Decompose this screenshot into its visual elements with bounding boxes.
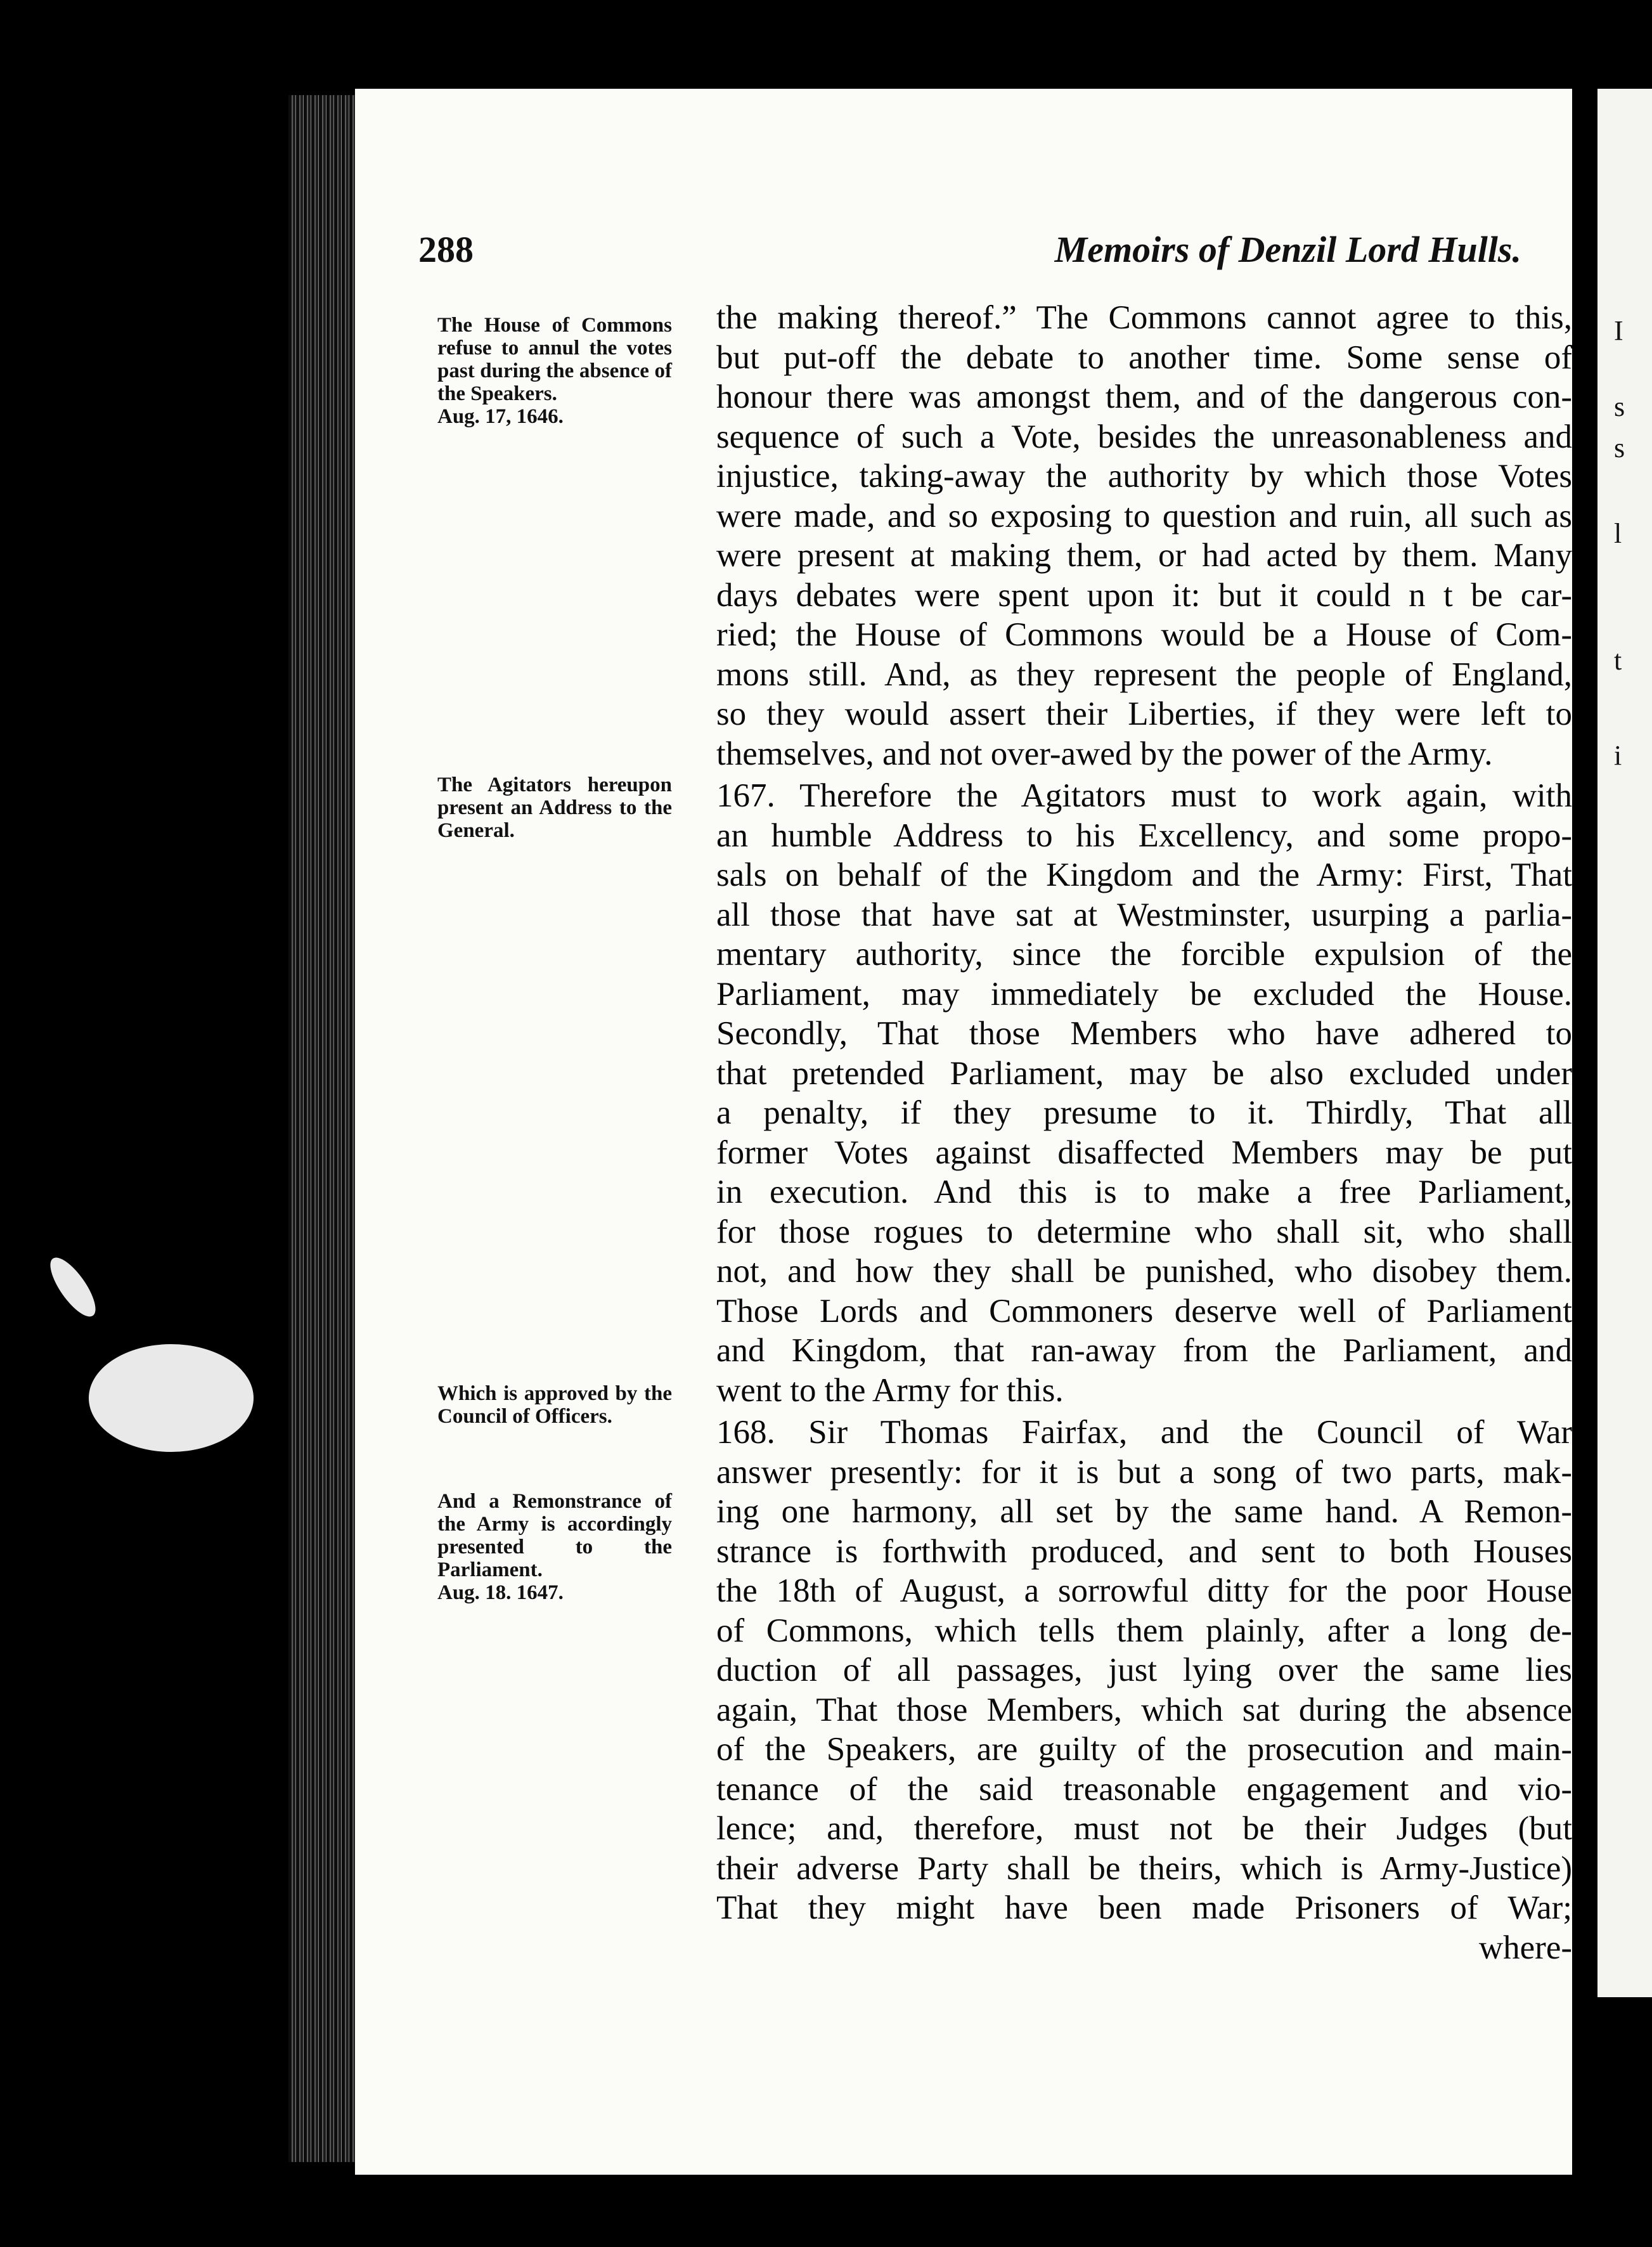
text-line: sals on behalf of the Kingdom and the Army: First, That — [716, 857, 1572, 893]
body-text — [716, 298, 1572, 1967]
margin-note — [437, 314, 672, 428]
text-line: so they would assert their Liberties, if they were left to — [716, 696, 1572, 732]
text-line: that pretended Parliament, may be also excluded under — [716, 1054, 1572, 1092]
text-line: That they might have been made Prisoners of War; — [716, 1889, 1572, 1926]
text-line: an humble Address to his Excellency, and some propo- — [716, 817, 1572, 854]
text-line: not, and how they shall be punished, who disobey them. — [716, 1253, 1572, 1290]
text-line: were made, and so exposing to question and ruin, all such as — [716, 497, 1572, 534]
text-line: Parliament, may immediately be excluded the House. — [716, 975, 1572, 1013]
text-line: strance is forthwith produced, and sent to both Houses — [716, 1532, 1572, 1570]
text-line: their adverse Party shall be theirs, which is Army-Justice) — [716, 1849, 1572, 1887]
page-number: 288 — [418, 229, 474, 270]
text-line: a penalty, if they presume to it. Thirdly, That all — [716, 1094, 1572, 1131]
facing-page-fragment: s — [1614, 391, 1625, 422]
margin-note — [437, 1382, 672, 1428]
text-line: former Votes against disaffected Members may be put — [716, 1134, 1572, 1171]
text-line: duction of all passages, just lying over the same lies — [716, 1652, 1572, 1688]
facing-page-fragment: s — [1614, 432, 1625, 463]
text-line: in execution. And this is to make a free Parliament, — [716, 1174, 1572, 1210]
page-header — [418, 228, 1521, 279]
text-line: went to the Army for this. — [716, 1371, 1064, 1409]
text-line: days debates were spent upon it: but it could n t be car- — [716, 576, 1572, 614]
paper-debris-small — [42, 1251, 103, 1323]
text-line: lence; and, therefore, must not be their Judges (but — [716, 1810, 1572, 1847]
margin-note-text: Which is approved by the Council of Officers. — [437, 1382, 672, 1428]
facing-page-fragment: l — [1614, 518, 1622, 549]
facing-page-fragment: i — [1614, 740, 1622, 771]
book-page — [355, 89, 1572, 2175]
catchword: where- — [1478, 1929, 1572, 1966]
text-line: of the Speakers, are guilty of the prosecution and main- — [716, 1731, 1572, 1768]
paper-debris — [89, 1344, 254, 1452]
text-line: again, That those Members, which sat during the absence — [716, 1691, 1572, 1728]
text-line: honour there was amongst them, and of the dangerous con- — [716, 379, 1572, 415]
text-line: mentary authority, since the forcible expulsion of the — [716, 936, 1572, 973]
text-line: but put-off the debate to another time. Some sense of — [716, 339, 1572, 376]
margin-note-text: The Agitators hereupon present an Address to the General. — [437, 774, 672, 842]
text-line: and Kingdom, that ran-away from the Parliament, and — [716, 1332, 1572, 1369]
text-line: tenance of the said treasonable engagement and vio- — [716, 1770, 1572, 1808]
running-title: Memoirs of Denzil Lord Hulls. — [1054, 229, 1521, 270]
margin-note-date: Aug. 18. 1647. — [437, 1581, 564, 1604]
paragraph-167-line: 167. Therefore the Agitators must to work again, with — [716, 777, 1572, 814]
margin-note — [437, 1490, 672, 1604]
text-line: Those Lords and Commoners deserve well of Parliament — [716, 1292, 1572, 1330]
margin-note-date: Aug. 17, 1646. — [437, 405, 564, 428]
text-line: ing one harmony, all set by the same hand. A Remon- — [716, 1493, 1572, 1530]
text-line: injustice, taking-away the authority by which those Votes — [716, 458, 1572, 495]
text-line: Secondly, That those Members who have adhered to — [716, 1015, 1572, 1052]
margin-note — [437, 774, 672, 842]
paragraph-168-line: 168. Sir Thomas Fairfax, and the Council of War — [716, 1414, 1572, 1451]
book-fore-edge — [288, 95, 365, 2162]
facing-page-fragment: I — [1614, 315, 1623, 346]
text-line: sequence of such a Vote, besides the unreasonableness and — [716, 418, 1572, 455]
text-line: ried; the House of Commons would be a House of Com- — [716, 616, 1572, 653]
text-line: all those that have sat at Westminster, usurping a parlia- — [716, 896, 1572, 933]
text-line: themselves, and not over-awed by the power of the Army. — [716, 735, 1493, 772]
margin-note-text: The House of Commons refuse to annul the votes past during the absence of the Speakers. — [437, 314, 672, 405]
text-line: were present at making them, or had acted by them. Many — [716, 537, 1572, 574]
text-line: answer presently: for it is but a song of two parts, mak- — [716, 1453, 1572, 1491]
facing-page-fragment: t — [1614, 645, 1622, 676]
margin-note-text: And a Remonstrance of the Army is accordingly presented to the Parliament. — [437, 1490, 672, 1581]
text-line: mons still. And, as they represent the people of England, — [716, 656, 1572, 693]
text-line: for those rogues to determine who shall sit, who shall — [716, 1213, 1572, 1250]
facing-page-edge — [1597, 89, 1652, 1997]
text-line: the 18th of August, a sorrowful ditty for the poor House — [716, 1572, 1572, 1609]
text-line: the making thereof.” The Commons cannot agree to this, — [716, 299, 1572, 336]
text-line: of Commons, which tells them plainly, after a long de- — [716, 1612, 1572, 1649]
